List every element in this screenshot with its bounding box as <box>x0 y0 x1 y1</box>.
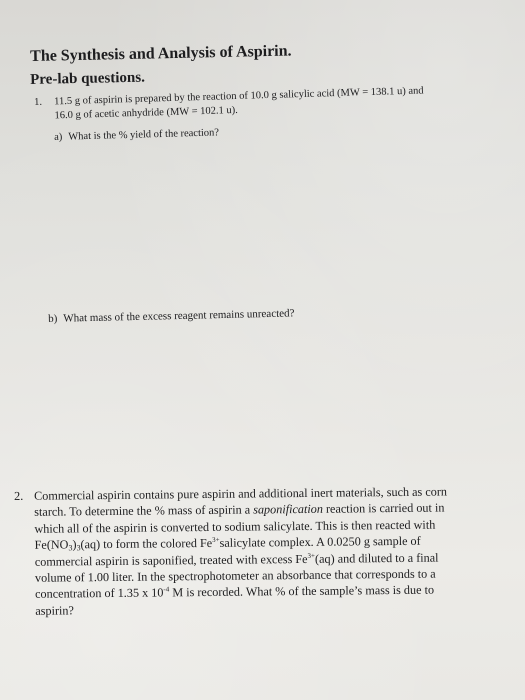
superscript: 3+ <box>307 551 315 560</box>
part-b-text: What mass of the excess reagent remains unreacted? <box>63 307 295 325</box>
question-2-line: volume of 1.00 liter. In the spectrophotometer an absorbance that corresponds to a <box>34 566 436 585</box>
question-1 <box>34 82 515 124</box>
text-span: salicylate complex. A 0.0250 g sample of <box>219 533 421 551</box>
question-2 <box>14 483 525 620</box>
question-2-line: Commercial aspirin contains pure aspirin and additional inert materials, such as corn <box>34 484 448 503</box>
text-span: (aq) to form the colored Fe <box>80 536 213 552</box>
part-b-letter: b) <box>48 312 58 325</box>
part-a-letter: a) <box>54 131 63 143</box>
text-span: M is recorded. What % of the sample’s mass is due to <box>169 583 435 600</box>
subscript: 3 <box>76 543 81 553</box>
text-span: commercial aspirin is saponified, treated with excess Fe <box>34 551 308 569</box>
superscript: -4 <box>163 585 170 594</box>
text-span: starch. To determine the % mass of aspirin a <box>34 502 254 520</box>
page-title: The Synthesis and Analysis of Aspirin. <box>30 42 292 65</box>
superscript: 3+ <box>212 536 220 545</box>
question-1a <box>54 127 219 143</box>
question-1-number: 1. <box>34 96 43 108</box>
part-a-text: What is the % yield of the reaction? <box>68 127 220 143</box>
question-2-number: 2. <box>14 488 24 503</box>
question-2-line: aspirin? <box>35 603 74 618</box>
text-span: concentration of 1.35 x 10 <box>35 585 164 602</box>
text-span: reaction is carried out in <box>322 500 445 517</box>
question-1-text <box>54 82 515 124</box>
text-span: (aq) and diluted to a final <box>314 550 439 566</box>
question-1b <box>48 307 295 325</box>
question-2-line: which all of the aspirin is converted to sodium salicylate. This is then reacted with <box>34 517 436 536</box>
question-1-line: 11.5 g of aspirin is prepared by the reaction of 10.0 g salicylic acid (MW = 138.1 u) and <box>54 85 424 108</box>
question-1-line: 16.0 g of acetic anhydride (MW = 102.1 u). <box>54 104 238 122</box>
subscript: 3 <box>68 543 73 553</box>
text-span: Fe(NO <box>34 537 69 553</box>
text-span: ) <box>72 537 77 552</box>
section-heading: Pre-lab questions. <box>30 69 146 88</box>
italic-term: saponification <box>253 502 323 517</box>
question-2-text <box>34 483 525 619</box>
